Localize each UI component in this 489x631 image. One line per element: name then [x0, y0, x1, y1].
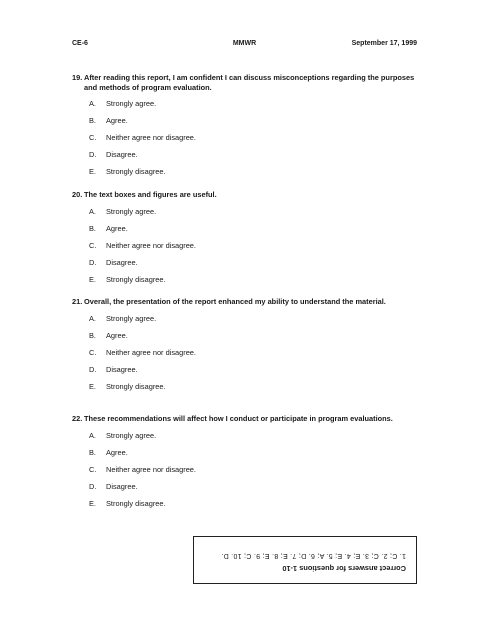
question-22 [72, 414, 422, 512]
question-prompt: The text boxes and figures are useful. [84, 190, 217, 199]
option-letter: B. [89, 330, 96, 340]
option-letter: B. [89, 116, 96, 125]
option-letter: E. [89, 381, 96, 391]
option-e [72, 495, 422, 512]
answer-key-box [193, 536, 417, 584]
question-text [72, 190, 422, 200]
option-d [72, 146, 422, 163]
option-c [72, 461, 422, 478]
answer-key-rotated [194, 537, 416, 583]
option-letter: A. [89, 99, 96, 108]
question-number: 20. [72, 190, 83, 199]
option-label: Strongly agree. [106, 206, 157, 216]
option-label: Agree. [106, 447, 128, 457]
option-letter: A. [89, 313, 96, 323]
option-label: Agree. [106, 223, 128, 233]
option-label: Agree. [106, 330, 128, 340]
option-d [72, 254, 422, 271]
page-id: CE-6 [72, 40, 88, 47]
option-b [72, 327, 422, 344]
option-d [72, 361, 422, 378]
option-letter: E. [89, 167, 96, 176]
option-label: Strongly agree. [106, 99, 157, 108]
option-label: Strongly agree. [106, 313, 157, 323]
answer-key-title: Correct answers for questions 1-10 [282, 564, 406, 573]
option-c [72, 129, 422, 146]
option-c [72, 237, 422, 254]
option-letter: C. [89, 464, 97, 474]
option-d [72, 478, 422, 495]
option-c [72, 344, 422, 361]
option-label: Neither agree nor disagree. [106, 133, 196, 142]
option-letter: A. [89, 430, 96, 440]
option-letter: D. [89, 481, 97, 491]
question-prompt: These recommendations will affect how I conduct or participate in program evaluations. [84, 414, 393, 423]
option-label: Neither agree nor disagree. [106, 240, 196, 250]
question-20 [72, 190, 422, 288]
option-letter: E. [89, 274, 96, 284]
option-label: Neither agree nor disagree. [106, 464, 196, 474]
option-label: Neither agree nor disagree. [106, 347, 196, 357]
question-number: 22. [72, 414, 83, 423]
option-label: Disagree. [106, 364, 138, 374]
option-letter: E. [89, 498, 96, 508]
option-label: Strongly disagree. [106, 167, 166, 176]
question-21 [72, 297, 422, 395]
option-letter: D. [89, 150, 97, 159]
journal-name: MMWR [232, 40, 257, 47]
option-b [72, 444, 422, 461]
option-letter: A. [89, 206, 96, 216]
option-label: Disagree. [106, 481, 138, 491]
question-text [72, 73, 422, 92]
question-text [72, 414, 422, 424]
option-letter: B. [89, 447, 96, 457]
option-label: Strongly disagree. [106, 274, 166, 284]
option-e [72, 271, 422, 288]
answer-key-list: 1. C; 2. C; 3. E; 4. E; 5. A; 6. D; 7. E; 8. E; 9. C; 10. D. [221, 552, 406, 559]
option-b [72, 220, 422, 237]
page-header [72, 40, 417, 52]
option-b [72, 112, 422, 129]
question-number: 19. [72, 73, 83, 82]
option-a [72, 310, 422, 327]
option-label: Strongly disagree. [106, 498, 166, 508]
option-letter: C. [89, 133, 97, 142]
option-letter: C. [89, 347, 97, 357]
option-label: Strongly disagree. [106, 381, 166, 391]
question-prompt: After reading this report, I am confident I can discuss misconceptions regarding the purposes and methods of program evaluation. [84, 73, 415, 92]
option-letter: D. [89, 364, 97, 374]
option-a [72, 95, 422, 112]
publication-date: September 17, 1999 [351, 40, 417, 47]
question-number: 21. [72, 297, 83, 306]
question-prompt: Overall, the presentation of the report enhanced my ability to understand the material. [84, 297, 386, 306]
option-letter: D. [89, 257, 97, 267]
option-label: Agree. [106, 116, 128, 125]
option-letter: C. [89, 240, 97, 250]
question-19 [72, 73, 422, 180]
option-letter: B. [89, 223, 96, 233]
option-label: Disagree. [106, 150, 138, 159]
option-e [72, 163, 422, 180]
question-text [72, 297, 422, 307]
option-a [72, 427, 422, 444]
option-label: Disagree. [106, 257, 138, 267]
option-a [72, 203, 422, 220]
option-e [72, 378, 422, 395]
option-label: Strongly agree. [106, 430, 157, 440]
